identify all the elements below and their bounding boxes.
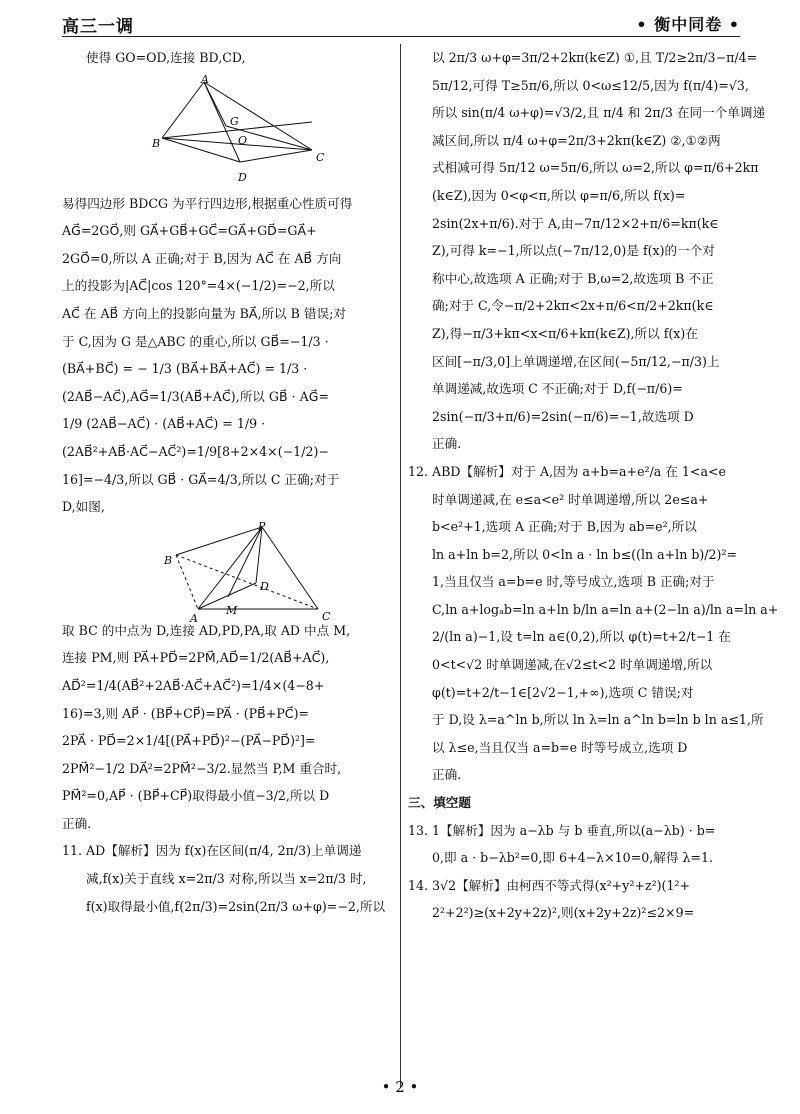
question-11-line: 11. AD【解析】因为 f(x)在区间(π/4, 2π/3)上单调递 — [62, 843, 362, 859]
text-line: 使得 GO=OD,连接 BD,CD, — [86, 50, 246, 65]
text-line: 确;对于 C,令−π/2+2kπ<2x+π/6<π/2+2kπ(k∈ — [432, 298, 714, 314]
point-label: C — [322, 609, 331, 623]
text-line: D,如图, — [62, 499, 105, 515]
text-line: 称中心,故选项 A 正确;对于 B,ω=2,故选项 B 不正 — [432, 270, 714, 286]
text-line: 16]=−4/3,所以 GB⃗ · GA⃗=4/3,所以 C 正确;对于 — [62, 471, 340, 487]
pyramid-diagram-b — [162, 521, 382, 617]
question-12-line: 于 D,设 λ=a^ln b,所以 ln λ=ln a^ln b=ln b ln a≤1,所 — [432, 712, 764, 728]
text-line: 上的投影为|AC⃗|cos 120°=4×(−1/2)=−2,所以 — [62, 278, 335, 294]
text-line: 于 C,因为 G 是△ABC 的重心,所以 GB⃗=−1/3 · — [62, 333, 329, 349]
point-label: A — [190, 611, 198, 625]
text-line: Z),得−π/3+kπ<x<π/6+kπ(k∈Z),所以 f(x)在 — [432, 325, 698, 341]
text-line: 2PA⃗ · PD⃗=2×1/4[(PA⃗+PD⃗)²−(PA⃗−PD⃗)²]= — [62, 733, 316, 749]
text-line: 1/9 (2AB⃗−AC⃗) · (AB⃗+AC⃗) = 1/9 · — [62, 416, 266, 432]
header-title: 高三一调 — [62, 17, 134, 37]
point-label: G — [230, 114, 239, 128]
point-label: C — [316, 150, 325, 164]
text-line: AG⃗=2GO⃗,则 GA⃗+GB⃗+GC⃗=GA⃗+GD⃗=GA⃗+ — [62, 223, 317, 239]
text-line: PM⃗²=0,AP⃗ · (BP⃗+CP⃗)取得最小值−3/2,所以 D — [62, 788, 330, 804]
text-line: 连接 PM,则 PA⃗+PD⃗=2PM⃗,AD⃗=1/2(AB⃗+AC⃗), — [62, 650, 330, 666]
page-header — [62, 10, 740, 37]
triangle-diagram-a — [152, 72, 392, 190]
text-line: 2sin(2x+π/6).对于 A,由−7π/12×2+π/6=kπ(k∈ — [432, 215, 719, 231]
text-line: 5π/12,可得 T≥5π/6,所以 0<ω≤12/5,因为 f(π/4)=√3, — [432, 77, 749, 93]
section-title: 三、填空题 — [408, 795, 471, 811]
text-line: Z),可得 k=−1,所以点(−7π/12,0)是 f(x)的一个对 — [432, 243, 715, 259]
pyramid-figure-b — [162, 519, 382, 625]
text-line: 取 BC 的中点为 D,连接 AD,PD,PA,取 AD 中点 M, — [62, 622, 351, 638]
question-12-line: b<e²+1,选项 A 正确;对于 B,因为 ab=e²,所以 — [432, 519, 697, 535]
question-12-line: 时单调递减,在 e≤a<e² 时单调递增,所以 2e≤a+ — [432, 491, 709, 507]
text-line: 2PM⃗²−1/2 DA⃗²=2PM⃗²−3/2.显然当 P,M 重合时, — [62, 760, 342, 776]
question-13-line: 13. 1【解析】因为 a−λb 与 b 垂直,所以(a−λb) · b= — [408, 822, 716, 838]
point-label: D — [238, 170, 247, 184]
question-12-line: ln a+ln b=2,所以 0<ln a · ln b≤((ln a+ln b)/2)²= — [432, 546, 738, 562]
text-line: 单调递减,故选项 C 不正确;对于 D,f(−π/6)= — [432, 381, 683, 397]
text-line: 正确. — [432, 436, 462, 452]
text-line: (BA⃗+BC⃗) = − 1/3 (BA⃗+BA⃗+AC⃗) = 1/3 · — [62, 361, 308, 377]
text-line: 2GO⃗=0,所以 A 正确;对于 B,因为 AC⃗ 在 AB⃗ 方向 — [62, 250, 342, 266]
question-12-line: C,ln a+logₐb=ln a+ln b/ln a=ln a+(2−ln a)/ln a=ln a+ — [432, 601, 779, 617]
point-label: B — [164, 553, 173, 567]
question-11-line: f(x)取得最小值,f(2π/3)=2sin(2π/3 ω+φ)=−2,所以 — [86, 898, 386, 914]
text-line: (2AB⃗²+AB⃗·AC⃗−AC⃗²)=1/9[8+2×4×(−1/2)− — [62, 443, 329, 459]
question-12-line: 以 λ≤e,当且仅当 a=b=e 时等号成立,选项 D — [432, 739, 688, 755]
text-line: AD⃗²=1/4(AB⃗²+2AB⃗·AC⃗+AC⃗²)=1/4×(4−8+ — [62, 677, 325, 693]
question-12-line: 0<t<√2 时单调递减,在√2≤t<2 时单调递增,所以 — [432, 657, 713, 673]
question-12-line: φ(t)=t+2/t−1∈[2√2−1,+∞),选项 C 错误;对 — [432, 684, 694, 700]
text-line: 正确. — [62, 815, 92, 831]
left-column — [62, 44, 392, 920]
triangle-figure-a — [152, 72, 392, 190]
page-number: • 2 • — [381, 1078, 419, 1096]
text-line: 易得四边形 BDCG 为平行四边形,根据重心性质可得 — [62, 195, 353, 211]
question-13-line: 0,即 a · b−λb²=0,即 6+4−λ×10=0,解得 λ=1. — [432, 850, 713, 866]
text-line: 式相减可得 5π/12 ω=5π/6,所以 ω=2,所以 φ=π/6+2kπ — [432, 160, 759, 176]
question-14-line: 14. 3√2【解析】由柯西不等式得(x²+y²+z²)(1²+ — [408, 877, 691, 893]
point-label: D — [260, 579, 269, 593]
text-line: 所以 sin(π/4 ω+φ)=√3/2,且 π/4 和 2π/3 在同一个单调递 — [432, 105, 766, 121]
text-line: (2AB⃗−AC⃗),AG⃗=1/3(AB⃗+AC⃗),所以 GB⃗ · AG⃗= — [62, 388, 330, 404]
question-12-line: 12. ABD【解析】对于 A,因为 a+b=a+e²/a 在 1<a<e — [408, 463, 726, 479]
text-line: (k∈Z),因为 0<φ<π,所以 φ=π/6,所以 f(x)= — [432, 187, 686, 203]
text-line: 区间[−π/3,0]上单调递增,在区间(−5π/12,−π/3)上 — [432, 353, 720, 369]
text-line: 减区间,所以 π/4 ω+φ=2π/3+2kπ(k∈Z) ②,①②两 — [432, 132, 721, 148]
point-label: M — [226, 603, 238, 617]
question-11-line: 减,f(x)关于直线 x=2π/3 对称,所以当 x=2π/3 时, — [86, 871, 367, 887]
text-line: 2sin(−π/3+π/6)=2sin(−π/6)=−1,故选项 D — [432, 408, 694, 424]
text-line: 16)=3,则 AP⃗ · (BP⃗+CP⃗)=PA⃗ · (PB⃗+PC⃗)= — [62, 705, 310, 721]
right-column — [408, 44, 779, 927]
text-line: 以 2π/3 ω+φ=3π/2+2kπ(k∈Z) ①,且 T/2≥2π/3−π/4= — [432, 50, 758, 65]
point-label: O — [238, 133, 248, 147]
point-label: P — [258, 519, 266, 533]
question-12-line: 1,当且仅当 a=b=e 时,等号成立,选项 B 正确;对于 — [432, 574, 715, 590]
question-12-line: 2/(ln a)−1,设 t=ln a∈(0,2),所以 φ(t)=t+2/t−1 在 — [432, 629, 731, 645]
question-14-line: 2²+2²)≥(x+2y+2z)²,则(x+2y+2z)²≤2×9= — [432, 905, 695, 921]
column-divider — [400, 44, 401, 1088]
text-line: AC⃗ 在 AB⃗ 方向上的投影向量为 BA⃗,所以 B 错误;对 — [62, 305, 346, 321]
question-12-line: 正确. — [432, 767, 462, 783]
point-label: B — [152, 136, 161, 150]
point-label: A — [201, 72, 209, 86]
header-brand: • 衡中同卷 • — [636, 15, 740, 34]
